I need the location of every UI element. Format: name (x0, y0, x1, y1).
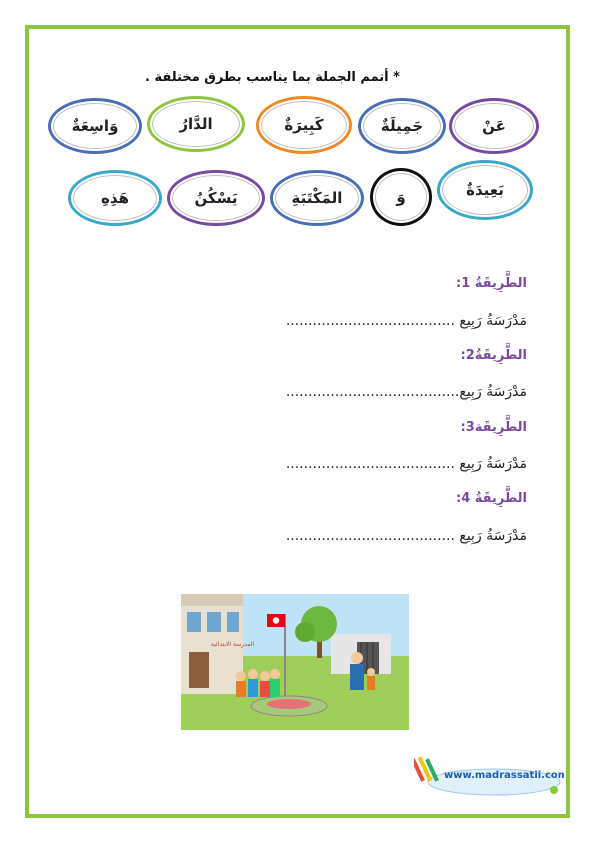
word-oval-addar[interactable]: الدَّارُ (147, 96, 245, 152)
instruction: * أتمم الجملة بما يناسب بطرق مختلفة . (145, 70, 400, 85)
madrassatii-logo (414, 752, 564, 798)
word-oval-yaskun[interactable]: يَسْكُنُ (167, 170, 265, 226)
method-3-title: الطَّرِيقَة3: (460, 420, 527, 435)
school-sign: المدرسة الابتدائية (211, 641, 255, 648)
method-2-title: الطَّرِيقَةُ2: (460, 348, 527, 363)
word-oval-hadhihi[interactable]: هَذِهِ (68, 170, 162, 226)
method-4-sentence[interactable]: مَدْرَسَةُ رَبِيع ...................................... (285, 528, 527, 544)
method-1-sentence[interactable]: مَدْرَسَةُ رَبِيع ...................................... (285, 313, 527, 329)
word-oval-maktaba[interactable]: المَكْتَبَةِ (270, 170, 364, 226)
word-oval-wasia[interactable]: وَاسِعَةٌ (48, 98, 142, 154)
method-2-sentence[interactable]: مَدْرَسَةُ رَبِيع....................................... (285, 384, 527, 400)
word-oval-wa[interactable]: وَ (370, 168, 432, 226)
word-oval-baida[interactable]: بَعِيدَةٌ (437, 160, 533, 220)
school-illustration (181, 594, 409, 730)
word-oval-an[interactable]: عَنْ (449, 98, 539, 154)
word-oval-kabira[interactable]: كَبِيرَةٌ (256, 96, 352, 154)
method-4-title: الطَّرِيقَةُ 4: (456, 491, 527, 506)
word-oval-jamila[interactable]: جَمِيلَةٌ (358, 98, 446, 154)
method-1-title: الطَّرِيقَةُ 1: (456, 276, 527, 291)
logo-text: www.madrassatii.com (444, 770, 564, 781)
method-3-sentence[interactable]: مَدْرَسَةُ رَبِيع ...................................... (285, 456, 527, 472)
